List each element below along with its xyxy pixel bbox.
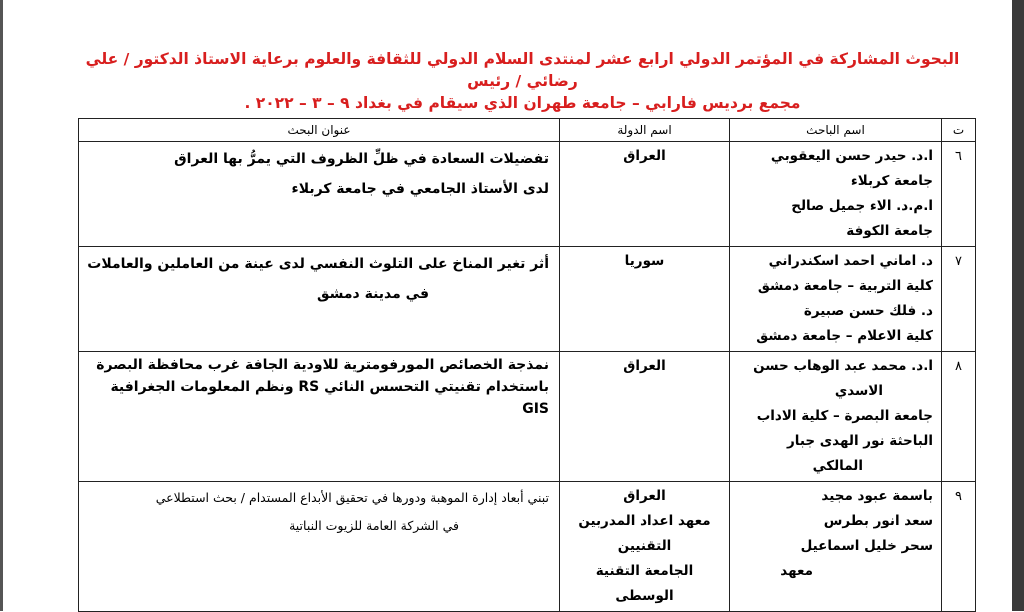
researcher-cell (730, 142, 942, 247)
header-title: عنوان البحث (79, 119, 560, 142)
title-line: في الشركة العامة للزيوت النباتية (289, 518, 459, 533)
title-line: البحوث المشاركة في المؤتمر الدولي ارابع عشر لمنتدى السلام الدولي للثقافة والعلوم برعاية الاستاذ الدكتور / علي رضائي / رئيس (85, 50, 960, 90)
researcher-cell (730, 352, 942, 482)
researcher-cell (730, 482, 942, 612)
left-frame-edge (0, 0, 3, 611)
table-header-row (79, 119, 976, 142)
researcher-line: الاسدي (834, 383, 883, 399)
title-line: أثر تغير المناخ على التلوث النفسي لدى عينة من العاملين والعاملات (87, 256, 549, 272)
country-line: الجامعة التقنية الوسطى (595, 563, 694, 604)
row-num: ٨ (942, 352, 976, 482)
researcher-cell (730, 247, 942, 352)
header-country: اسم الدولة (560, 119, 730, 142)
researcher-line: د. اماني احمد اسكندراني (768, 253, 933, 269)
row-num: ٦ (942, 142, 976, 247)
row-num: ٩ (942, 482, 976, 612)
research-title-cell (79, 247, 560, 352)
table-row (79, 247, 976, 352)
table-row (79, 352, 976, 482)
country-cell (560, 352, 730, 482)
researcher-line: الباحثة نور الهدى جبار (787, 433, 933, 449)
table-row (79, 142, 976, 247)
researcher-line: جامعة البصرة – كلية الاداب (756, 408, 933, 424)
country-line: العراق (623, 148, 666, 164)
country-line: التقنيين (617, 538, 672, 554)
header-researcher: اسم الباحث (730, 119, 942, 142)
researcher-line: جامعة الكوفة (846, 223, 933, 239)
title-line: تبني أبعاد إدارة الموهبة ودورها في تحقيق الأبداع المستدام / بحث استطلاعي (155, 490, 549, 505)
country-line: سوريا (624, 253, 665, 269)
header-num: ت (942, 119, 976, 142)
research-title-cell (79, 352, 560, 482)
country-line: معهد اعداد المدربين (578, 513, 711, 529)
country-cell (560, 247, 730, 352)
researcher-line: باسمة عبود مجيد (821, 488, 933, 504)
research-table (78, 118, 976, 612)
researcher-line: جامعة كربلاء (850, 173, 933, 189)
title-line: تفضيلات السعادة في ظلِّ الظروف التي يمرُّ بها العراق (174, 151, 549, 167)
researcher-line: المالكي (812, 458, 863, 474)
researcher-line: سحر خليل اسماعيل (800, 538, 933, 554)
research-title-cell (79, 482, 560, 612)
country-line: العراق (623, 358, 666, 374)
country-cell (560, 482, 730, 612)
document-title (70, 48, 975, 114)
researcher-line: معهد (780, 563, 813, 579)
researcher-line: كلية الاعلام – جامعة دمشق (756, 328, 933, 344)
country-cell (560, 142, 730, 247)
row-num: ٧ (942, 247, 976, 352)
researcher-line: ا.د. محمد عبد الوهاب حسن (753, 358, 933, 374)
title-line: لدى الأستاذ الجامعي في جامعة كربلاء (291, 181, 549, 197)
title-line: باستخدام تقنيتي التحسس النائي RS ونظم المعلومات الجغرافية GIS (110, 379, 549, 417)
researcher-line: د. فلك حسن صبيرة (803, 303, 933, 319)
researcher-line: ا.م.د. الاء جميل صالح (791, 198, 933, 214)
table-row (79, 482, 976, 612)
researcher-line: ا.د. حيدر حسن اليعقوبي (770, 148, 933, 164)
researcher-line: كلية التربية – جامعة دمشق (757, 278, 933, 294)
country-line: العراق (623, 488, 666, 504)
researcher-line: سعد انور بطرس (823, 513, 933, 529)
title-line: في مدينة دمشق (316, 286, 429, 302)
right-frame-edge (1012, 0, 1024, 611)
title-line: نمذجة الخصائص المورفومترية للاودية الجافة غرب محافظة البصرة (96, 357, 549, 373)
title-line: مجمع برديس فارابي – جامعة طهران الذي سيقام في بغداد ٩ – ٣ – ٢٠٢٢ . (244, 94, 801, 112)
research-title-cell (79, 142, 560, 247)
